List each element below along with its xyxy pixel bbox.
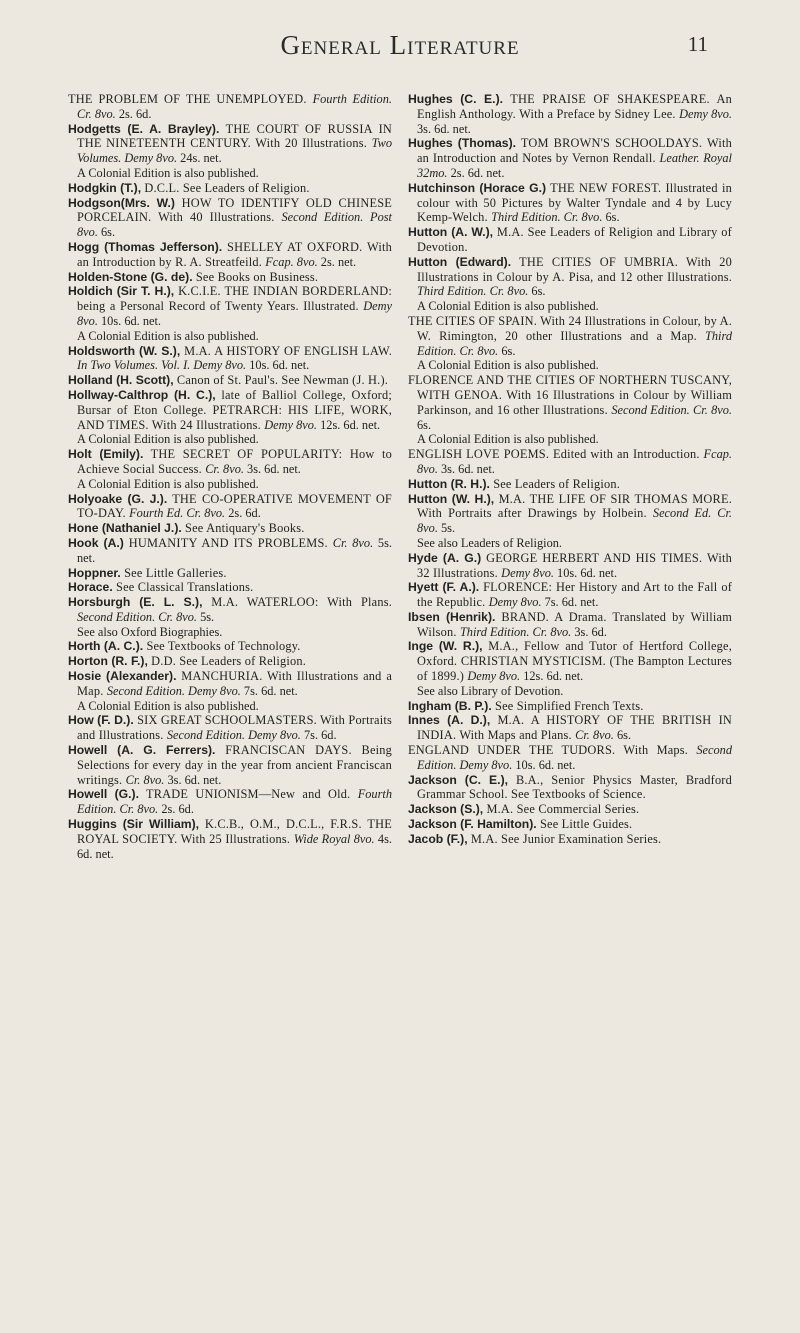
entry-format: Third Edition. Cr. 8vo. [491,210,603,225]
entry-price: 6s. [613,728,632,743]
entry-title: M.A. See Commercial Series. [483,802,640,817]
author-name: Hutton (R. H.). [408,476,490,491]
two-column-body [68,92,732,861]
entry-format: Cr. 8vo. [205,461,244,476]
entry-title: M.A. A HISTORY OF ENGLISH LAW. [180,343,392,358]
entry-format: Second Edition. Cr. 8vo. [611,402,732,417]
catalogue-entry [68,492,392,522]
author-name: Hosie (Alexander). [68,669,177,684]
entry-title: SIX GREAT SCHOOLMASTERS. With Portraits and Illustrations. [77,713,393,743]
catalogue-entry [68,240,392,270]
catalogue-entry [408,181,732,225]
catalogue-entry [68,122,392,166]
entry-title: THE CO-OPERATIVE MOVEMENT OF TO-DAY. [77,491,392,521]
author-name: Hutchinson (Horace G.) [408,180,547,195]
entry-title: ENGLISH LOVE POEMS. Edited with an Introduction. [408,447,704,462]
entry-price: 2s. 6d. [225,506,261,521]
entry-title: D.D. See Leaders of Religion. [147,654,307,669]
entry-title: ENGLAND UNDER THE TUDORS. With Maps. [408,743,697,758]
catalogue-entry [68,743,392,787]
author-name: Horton (R. F.), [68,654,148,669]
entry-price: 6s. [498,343,516,358]
entry-title: B.A., Senior Physics Master, Bradford Grammar School. See Textbooks of Science. [417,772,732,802]
author-name: Jackson (F. Hamilton). [408,817,537,832]
entry-title: HUMANITY AND ITS PROBLEMS. [123,535,333,550]
catalogue-entry [68,373,392,388]
page-number: 11 [687,32,708,56]
entry-title: M.A. See Leaders of Religion and Library of Devotion. [417,225,732,254]
entry-title: SHELLEY AT OXFORD. With an Introduction by R. A. Streatfeild. [77,239,392,269]
author-name: Holdich (Sir T. H.), [68,284,175,299]
author-name: Hyde (A. G.) [408,550,482,565]
entry-price: 3s. 6d. net. [417,121,471,136]
catalogue-entry [68,787,392,817]
entry-price: 12s. 6d. net. [520,669,584,684]
catalogue-entry [68,639,392,654]
entry-title: HOW TO IDENTIFY OLD CHINESE PORCELAIN. With 40 Illustrations. [77,195,392,225]
author-name: Hollway-Calthrop (H. C.), [68,387,216,402]
entry-title: M.A., Fellow and Tutor of Hertford College, Oxford. CHRISTIAN MYSTICISM. (The Bampton Lectures of 1899.) [417,639,733,684]
catalogue-entry [68,595,392,625]
catalogue-entry [408,136,732,180]
entry-note: A Colonial Edition is also published. [417,432,599,447]
entry-price: 2s. 6d. net. [447,165,505,180]
entry-note: A Colonial Edition is also published. [77,165,259,180]
author-name: Hodgson(Mrs. W.) [68,195,175,210]
catalogue-entry [408,373,732,432]
catalogue-entry [68,713,392,743]
page-header [0,30,800,70]
author-name: Howell (G.). [68,787,139,802]
left-column [68,92,392,861]
catalogue-entry [68,92,392,122]
entry-format: Fourth Ed. Cr. 8vo. [129,506,226,521]
author-name: Horace. [68,580,113,595]
entry-format: In Two Volumes. Vol. I. Demy 8vo. [77,358,247,373]
entry-title: See Leaders of Religion. [489,476,621,491]
entry-note: A Colonial Edition is also published. [77,328,259,343]
entry-price: 6s. [417,417,432,432]
entry-format: Demy 8vo. [501,565,554,580]
catalogue-entry [68,447,392,477]
entry-title: M.A. WATERLOO: With Plans. [202,595,392,610]
entry-title: THE CITIES OF UMBRIA. With 20 Illustrations in Colour by A. Pisa, and 12 other Illustrations. [417,254,732,284]
author-name: Huggins (Sir William), [68,817,200,832]
entry-price: 5s. [197,609,215,624]
catalogue-entry [68,181,392,196]
catalogue-entry [408,610,732,640]
entry-format: Second Edition. Demy 8vo. [166,728,301,743]
entry-price: 7s. 6d. net. [240,683,298,698]
author-name: Jackson (C. E.), [408,772,509,787]
entry-price: 12s. 6d. net. [317,417,381,432]
entry-format: Demy 8vo. [264,417,318,432]
catalogue-entry [68,580,392,595]
entry-title: FLORENCE AND THE CITIES OF NORTHERN TUSCANY, WITH GENOA. With 16 Illustrations in Colour by William Parkinson, and 16 other Illustrations. [408,373,732,417]
entry-title: FLORENCE: Her History and Art to the Fall of the Republic. [417,580,733,610]
entry-title: See Books on Business. [192,269,319,284]
entry-title: See Simplified French Texts. [491,698,644,713]
entry-format: Second Edition. Demy 8vo. [417,743,732,772]
entry-format: Third Edition. Cr. 8vo. [417,284,529,299]
catalogue-entry [68,817,392,861]
entry-title: K.C.I.E. THE INDIAN BORDERLAND: being a Personal Record of Twenty Years. Illustrated. [77,284,392,314]
author-name: Jacob (F.), [408,831,468,846]
entry-price: 3s. 6d. [571,624,607,639]
entry-price: 3s. 6d. net. [243,461,301,476]
entry-title: See Little Galleries. [120,565,227,580]
entry-title: M.A. A HISTORY OF THE BRITISH IN INDIA. With Maps and Plans. [417,713,733,743]
entry-price: 10s. 6d. net. [97,313,162,328]
entry-title: M.A. THE LIFE OF SIR THOMAS MORE. With Portraits after Drawings by Holbein. [417,491,732,521]
entry-format: Second Ed. Cr. 8vo. [417,506,732,536]
entry-note: A Colonial Edition is also published. [77,476,259,491]
author-name: Hutton (A. W.), [408,225,494,240]
author-name: Hone (Nathaniel J.). [68,521,182,536]
entry-title: THE SECRET OF POPULARITY: How to Achieve Social Success. [77,447,392,476]
catalogue-entry [68,270,392,285]
entry-format: Third Edition. Cr. 8vo. [417,328,732,358]
author-name: Hutton (W. H.), [408,491,495,506]
entry-price: 4s. 6d. net. [77,831,392,861]
author-name: Ingham (B. P.). [408,698,492,713]
entry-title: Canon of St. Paul's. See Newman (J. H.). [173,373,389,388]
author-name: Hughes (C. E.). [408,92,504,106]
author-name: Holt (Emily). [68,447,144,462]
entry-price: 5s. [437,521,456,536]
author-name: Howell (A. G. Ferrers). [68,743,216,758]
author-name: Holland (H. Scott), [68,373,174,388]
author-name: Holdsworth (W. S.), [68,343,181,358]
entry-title: THE PROBLEM OF THE UNEMPLOYED. [68,92,313,106]
author-name: Hutton (Edward). [408,254,512,269]
entry-price: 2s. 6d. [115,106,152,121]
entry-title: K.C.B., O.M., D.C.L., F.R.S. THE ROYAL SOCIETY. With 25 Illustrations. [77,817,392,846]
catalogue-entry [408,832,732,847]
entry-format: Cr. 8vo. [332,535,374,550]
catalogue-entry [68,536,392,566]
catalogue-entry [408,92,732,136]
entry-price: 3s. 6d. net. [437,461,495,476]
catalogue-entry [68,284,392,328]
entry-price: 6s. [97,225,116,240]
author-name: Jackson (S.), [408,802,484,817]
catalogue-entry [408,743,732,773]
entry-title: THE NEW FOREST. Illustrated in colour with 50 Pictures by Walter Tyndale and 4 by Lucy Kemp-Welch. [417,180,732,225]
entry-price: 6s. [528,284,546,299]
catalogue-entry [408,551,732,581]
entry-format: Leather. Royal 32mo. [417,151,732,180]
author-name: Innes (A. D.), [408,713,491,728]
entry-format: Two Volumes. Demy 8vo. [77,136,392,166]
entry-price: 2s. net. [317,254,357,269]
catalogue-entry [408,477,732,492]
author-name: Hyett (F. A.). [408,580,480,595]
entry-format: Fourth Edition. Cr. 8vo. [77,92,392,121]
entry-note: See also Library of Devotion. [417,683,564,698]
catalogue-entry [68,669,392,699]
entry-format: Fourth Edition. Cr. 8vo. [77,787,392,817]
author-name: Inge (W. R.), [408,639,483,654]
catalogue-entry [408,580,732,610]
entry-note: A Colonial Edition is also published. [417,358,599,373]
author-name: Hodgkin (T.), [68,180,142,195]
catalogue-entry [68,521,392,536]
running-title: General Literature [280,30,520,60]
entry-format: Second Edition. Cr. 8vo. [77,609,197,624]
catalogue-entry [408,773,732,803]
entry-format: Cr. 8vo. [125,772,165,787]
catalogue-entry [68,344,392,374]
author-name: Hoppner. [68,565,121,580]
author-name: Hughes (Thomas). [408,136,517,151]
entry-format: Demy 8vo. [679,106,732,121]
catalogue-entry [408,255,732,299]
author-name: Hodgetts (E. A. Brayley). [68,121,220,136]
author-name: Horsburgh (E. L. S.), [68,595,203,610]
author-name: Ibsen (Henrik). [408,609,496,624]
author-name: How (F. D.). [68,713,134,728]
entry-title: See Little Guides. [536,817,633,832]
entry-format: Demy 8vo. [77,299,392,328]
entry-title: See Textbooks of Technology. [143,639,301,654]
entry-format: Fcap. 8vo. [265,254,318,269]
catalogue-entry [408,225,732,255]
entry-price: 6s. [602,210,620,225]
catalogue-entry [408,713,732,743]
entry-format: Third Edition. Cr. 8vo. [459,624,572,639]
author-name: Hook (A.) [68,535,124,550]
author-name: Hogg (Thomas Jefferson). [68,239,223,254]
entry-format: Fcap. 8vo. [417,447,732,476]
catalogue-entry [68,196,392,240]
entry-format: Wide Royal 8vo. [293,831,375,846]
catalogue-entry [408,639,732,683]
entry-price: 24s. net. [177,151,222,166]
entry-price: 3s. 6d. net. [164,772,222,787]
entry-title: FRANCISCAN DAYS. Being Selections for every day in the year from ancient Franciscan writings. [77,743,392,787]
entry-price: 2s. 6d. [158,802,194,817]
author-name: Horth (A. C.). [68,639,144,654]
entry-price: 5s. net. [77,535,392,565]
right-column [408,92,732,861]
entry-price: 10s. 6d. net. [246,358,310,373]
entry-title: GEORGE HERBERT AND HIS TIMES. With 32 Illustrations. [417,550,733,580]
entry-note: A Colonial Edition is also published. [77,698,259,713]
entry-price: 7s. 6d. [300,728,337,743]
catalogue-entry [408,314,732,358]
catalogue-entry [408,699,732,714]
entry-title: See Antiquary's Books. [181,521,305,536]
catalogue-entry [68,654,392,669]
catalogue-entry [68,388,392,432]
entry-title: MANCHURIA. With Illustrations and a Map. [77,669,392,698]
entry-format: Demy 8vo. [467,669,521,684]
entry-title: D.C.L. See Leaders of Religion. [141,180,310,195]
catalogue-entry [408,802,732,817]
entry-title: THE COURT OF RUSSIA IN THE NINETEENTH CENTURY. With 20 Illustrations. [77,121,392,151]
entry-format: Demy 8vo. [488,595,542,610]
catalogue-entry [68,566,392,581]
entry-note: A Colonial Edition is also published. [77,432,259,447]
entry-note: A Colonial Edition is also published. [417,299,599,314]
entry-price: 10s. 6d. net. [553,565,618,580]
entry-price: 7s. 6d. net. [541,595,599,610]
entry-format: Second Edition. Post 8vo. [77,210,392,240]
entry-format: Second Edition. Demy 8vo. [106,683,241,698]
entry-note: See also Leaders of Religion. [417,535,562,550]
entry-price: 10s. 6d. net. [512,757,576,772]
entry-format: Cr. 8vo. [575,728,614,743]
entry-title: TRADE UNIONISM—New and Old. [138,787,358,802]
author-name: Holden-Stone (G. de). [68,269,193,284]
catalogue-entry [408,817,732,832]
catalogue-entry [408,447,732,477]
author-name: Holyoake (G. J.). [68,491,168,506]
entry-title: See Classical Translations. [112,580,254,595]
entry-title: M.A. See Junior Examination Series. [467,831,662,846]
entry-title: BRAND. A Drama. Translated by William Wilson. [417,609,732,639]
entry-title: TOM BROWN'S SCHOOLDAYS. With an Introduction and Notes by Vernon Rendall. [417,136,732,166]
entry-note: See also Oxford Biographies. [77,624,223,639]
entry-title: THE CITIES OF SPAIN. With 24 Illustrations in Colour, by A. W. Rimington, 20 other Illustrations and a Map. [408,313,732,343]
entry-title: late of Balliol College, Oxford; Bursar of Eton College. PETRARCH: HIS LIFE, WORK, AND TIMES. With 24 Illustrations. [77,387,392,432]
entry-title: THE PRAISE OF SHAKESPEARE. An English Anthology. With a Preface by Sidney Lee. [417,92,733,121]
catalogue-entry [408,492,732,536]
